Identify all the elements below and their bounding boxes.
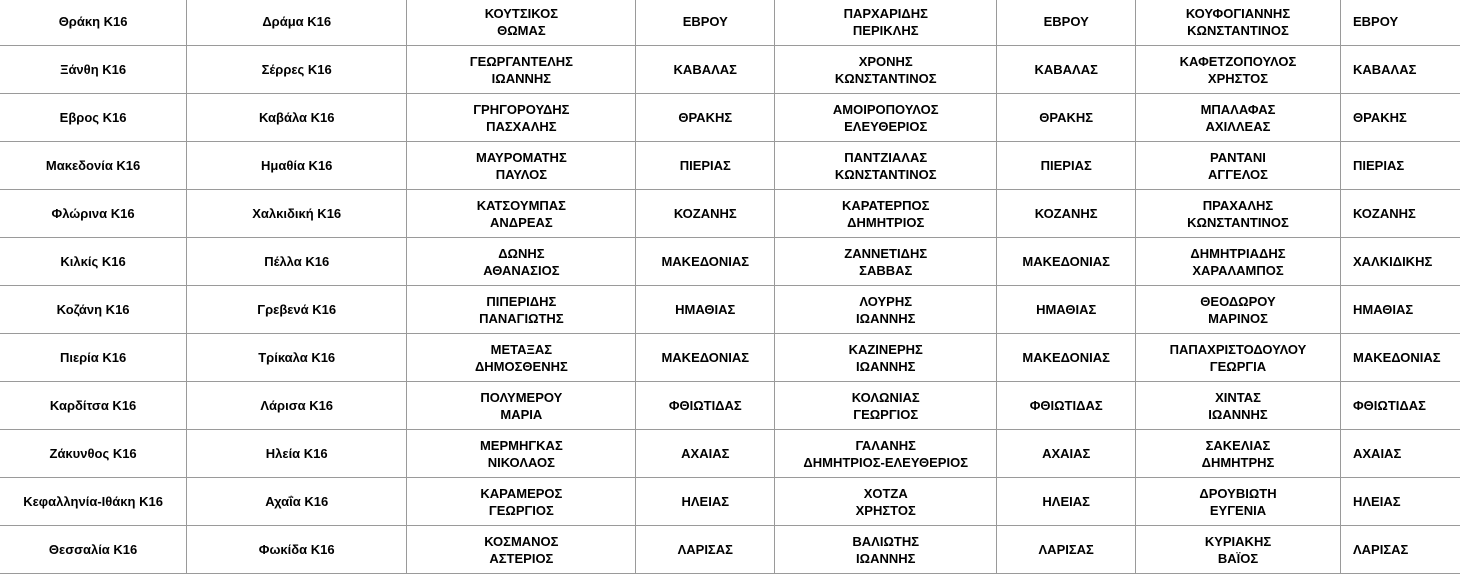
surname: ΚΟΥΦΟΓΙΑΝΝΗΣ [1138,5,1338,22]
assistant1-union-cell: ΗΜΑΘΙΑΣ [997,286,1136,334]
referee-name-cell [407,190,636,238]
home-team-cell: Θράκη K16 [0,0,187,46]
assistant1-union-cell: ΚΑΒΑΛΑΣ [997,46,1136,94]
away-team-cell: Χαλκιδική K16 [187,190,407,238]
first-name: ΘΩΜΑΣ [409,22,633,39]
referee-union-cell: ΛΑΡΙΣΑΣ [636,526,775,574]
home-team-cell: Θεσσαλία K16 [0,526,187,574]
referee-name-cell [407,430,636,478]
assistant2-union-cell: ΗΜΑΘΙΑΣ [1341,286,1460,334]
assistant1-name-cell [775,94,997,142]
assistant1-name-cell [775,430,997,478]
assistant1-union-cell: ΗΛΕΙΑΣ [997,478,1136,526]
surname: ΘΕΟΔΩΡΟΥ [1138,293,1338,310]
assistant1-union-cell: ΦΘΙΩΤΙΔΑΣ [997,382,1136,430]
away-team-cell: Λάρισα K16 [187,382,407,430]
away-team-cell: Πέλλα K16 [187,238,407,286]
assistant2-union-cell: ΑΧΑΙΑΣ [1341,430,1460,478]
assistant2-name-cell [1135,334,1340,382]
surname: ΛΟΥΡΗΣ [777,293,994,310]
assistant2-name-cell [1135,94,1340,142]
surname: ΚΟΥΤΣΙΚΟΣ [409,5,633,22]
table-row [0,334,1460,382]
home-team-cell: Φλώρινα K16 [0,190,187,238]
surname: ΓΡΗΓΟΡΟΥΔΗΣ [409,101,633,118]
referee-name-cell [407,286,636,334]
table-row [0,190,1460,238]
first-name: ΠΑΣΧΑΛΗΣ [409,118,633,135]
referee-union-cell: ΗΛΕΙΑΣ [636,478,775,526]
assistant2-name-cell [1135,0,1340,46]
surname: ΑΜΟΙΡΟΠΟΥΛΟΣ [777,101,994,118]
assistant2-name-cell [1135,430,1340,478]
referee-name-cell [407,334,636,382]
assistant1-name-cell [775,46,997,94]
surname: ΠΡΑΧΑΛΗΣ [1138,197,1338,214]
first-name: ΔΗΜΟΣΘΕΝΗΣ [409,358,633,375]
referee-union-cell: ΘΡΑΚΗΣ [636,94,775,142]
referee-union-cell: ΑΧΑΙΑΣ [636,430,775,478]
assistant2-union-cell: ΚΑΒΑΛΑΣ [1341,46,1460,94]
assistant1-name-cell [775,286,997,334]
home-team-cell: Πιερία K16 [0,334,187,382]
first-name: ΕΥΓΕΝΙΑ [1138,502,1338,519]
surname: ΠΑΡΧΑΡΙΔΗΣ [777,5,994,22]
first-name: ΓΕΩΡΓΙΟΣ [409,502,633,519]
first-name: ΙΩΑΝΝΗΣ [409,70,633,87]
first-name: ΒΑΪΟΣ [1138,550,1338,567]
referee-union-cell: ΗΜΑΘΙΑΣ [636,286,775,334]
surname: ΚΑΦΕΤΖΟΠΟΥΛΟΣ [1138,53,1338,70]
assistant2-name-cell [1135,382,1340,430]
assistant1-union-cell: ΛΑΡΙΣΑΣ [997,526,1136,574]
surname: ΚΑΤΣΟΥΜΠΑΣ [409,197,633,214]
surname: ΚΟΣΜΑΝΟΣ [409,533,633,550]
assistant1-name-cell [775,238,997,286]
referee-name-cell [407,0,636,46]
first-name: ΚΩΝΣΤΑΝΤΙΝΟΣ [1138,214,1338,231]
referee-name-cell [407,94,636,142]
first-name: ΝΙΚΟΛΑΟΣ [409,454,633,471]
home-team-cell: Ξάνθη K16 [0,46,187,94]
surname: ΧΡΟΝΗΣ [777,53,994,70]
assistant1-name-cell [775,478,997,526]
away-team-cell: Φωκίδα K16 [187,526,407,574]
first-name: ΑΝΔΡΕΑΣ [409,214,633,231]
first-name: ΠΕΡΙΚΛΗΣ [777,22,994,39]
first-name: ΚΩΝΣΤΑΝΤΙΝΟΣ [777,166,994,183]
table-row [0,142,1460,190]
assistant1-union-cell: ΜΑΚΕΔΟΝΙΑΣ [997,238,1136,286]
referee-union-cell: ΚΟΖΑΝΗΣ [636,190,775,238]
assistant1-union-cell: ΚΟΖΑΝΗΣ [997,190,1136,238]
assistant1-name-cell [775,382,997,430]
surname: ΔΡΟΥΒΙΩΤΗ [1138,485,1338,502]
surname: ΠΟΛΥΜΕΡΟΥ [409,389,633,406]
surname: ΔΗΜΗΤΡΙΑΔΗΣ [1138,245,1338,262]
referee-union-cell: ΜΑΚΕΔΟΝΙΑΣ [636,238,775,286]
assistant1-union-cell: ΠΙΕΡΙΑΣ [997,142,1136,190]
surname: ΧΟΤΖΑ [777,485,994,502]
surname: ΚΑΡΑΜΕΡΟΣ [409,485,633,502]
home-team-cell: Κεφαλληνία-Ιθάκη K16 [0,478,187,526]
surname: ΡΑΝΤΑΝΙ [1138,149,1338,166]
assistant1-union-cell: ΜΑΚΕΔΟΝΙΑΣ [997,334,1136,382]
referee-union-cell: ΜΑΚΕΔΟΝΙΑΣ [636,334,775,382]
surname: ΜΕΤΑΞΑΣ [409,341,633,358]
surname: ΧΙΝΤΑΣ [1138,389,1338,406]
surname: ΚΥΡΙΑΚΗΣ [1138,533,1338,550]
table-row [0,0,1460,46]
first-name: ΚΩΝΣΤΑΝΤΙΝΟΣ [777,70,994,87]
first-name: ΙΩΑΝΝΗΣ [777,550,994,567]
assistant2-union-cell: ΘΡΑΚΗΣ [1341,94,1460,142]
first-name: ΣΑΒΒΑΣ [777,262,994,279]
assistant1-union-cell: ΑΧΑΙΑΣ [997,430,1136,478]
surname: ΠΑΝΤΖΙΑΛΑΣ [777,149,994,166]
first-name: ΧΑΡΑΛΑΜΠΟΣ [1138,262,1338,279]
referee-union-cell: ΦΘΙΩΤΙΔΑΣ [636,382,775,430]
first-name: ΔΗΜΗΤΡΙΟΣ [777,214,994,231]
table-row [0,238,1460,286]
away-team-cell: Γρεβενά K16 [187,286,407,334]
table-row [0,526,1460,574]
first-name: ΠΑΝΑΓΙΩΤΗΣ [409,310,633,327]
home-team-cell: Μακεδονία K16 [0,142,187,190]
first-name: ΔΗΜΗΤΡΗΣ [1138,454,1338,471]
surname: ΜΑΥΡΟΜΑΤΗΣ [409,149,633,166]
table-row [0,430,1460,478]
assistant1-union-cell: ΘΡΑΚΗΣ [997,94,1136,142]
first-name: ΜΑΡΙΝΟΣ [1138,310,1338,327]
referee-union-cell: ΠΙΕΡΙΑΣ [636,142,775,190]
assistant2-name-cell [1135,238,1340,286]
surname: ΔΩΝΗΣ [409,245,633,262]
first-name: ΑΧΙΛΛΕΑΣ [1138,118,1338,135]
surname: ΓΕΩΡΓΑΝΤΕΛΗΣ [409,53,633,70]
surname: ΓΑΛΑΝΗΣ [777,437,994,454]
surname: ΜΠΑΛΑΦΑΣ [1138,101,1338,118]
surname: ΠΙΠΕΡΙΔΗΣ [409,293,633,310]
first-name: ΧΡΗΣΤΟΣ [777,502,994,519]
first-name: ΓΕΩΡΓΙΟΣ [777,406,994,423]
referee-name-cell [407,46,636,94]
referee-name-cell [407,142,636,190]
away-team-cell: Αχαΐα K16 [187,478,407,526]
first-name: ΧΡΗΣΤΟΣ [1138,70,1338,87]
surname: ΚΟΛΩΝΙΑΣ [777,389,994,406]
assistant1-name-cell [775,190,997,238]
surname: ΜΕΡΜΗΓΚΑΣ [409,437,633,454]
referee-name-cell [407,526,636,574]
referee-name-cell [407,478,636,526]
assistant1-union-cell: ΕΒΡΟΥ [997,0,1136,46]
away-team-cell: Ημαθία K16 [187,142,407,190]
referee-union-cell: ΕΒΡΟΥ [636,0,775,46]
first-name: ΙΩΑΝΝΗΣ [777,358,994,375]
assistant2-union-cell: ΜΑΚΕΔΟΝΙΑΣ [1341,334,1460,382]
home-team-cell: Ζάκυνθος K16 [0,430,187,478]
home-team-cell: Κοζάνη K16 [0,286,187,334]
first-name: ΔΗΜΗΤΡΙΟΣ-ΕΛΕΥΘΕΡΙΟΣ [777,454,994,471]
assistant2-union-cell: ΧΑΛΚΙΔΙΚΗΣ [1341,238,1460,286]
first-name: ΚΩΝΣΤΑΝΤΙΝΟΣ [1138,22,1338,39]
away-team-cell: Ηλεία K16 [187,430,407,478]
assistant1-name-cell [775,334,997,382]
away-team-cell: Δράμα K16 [187,0,407,46]
referee-name-cell [407,382,636,430]
surname: ΠΑΠΑΧΡΙΣΤΟΔΟΥΛΟΥ [1138,341,1338,358]
first-name: ΕΛΕΥΘΕΡΙΟΣ [777,118,994,135]
first-name: ΙΩΑΝΝΗΣ [1138,406,1338,423]
away-team-cell: Σέρρες K16 [187,46,407,94]
away-team-cell: Τρίκαλα K16 [187,334,407,382]
first-name: ΑΘΑΝΑΣΙΟΣ [409,262,633,279]
assistant2-name-cell [1135,190,1340,238]
home-team-cell: Κιλκίς K16 [0,238,187,286]
table-row [0,286,1460,334]
assistant1-name-cell [775,142,997,190]
assistant1-name-cell [775,526,997,574]
surname: ΚΑΡΑΤΕΡΠΟΣ [777,197,994,214]
home-team-cell: Καρδίτσα K16 [0,382,187,430]
assistant2-name-cell [1135,46,1340,94]
assistant2-name-cell [1135,142,1340,190]
assistant2-union-cell: ΠΙΕΡΙΑΣ [1341,142,1460,190]
surname: ΣΑΚΕΛΙΑΣ [1138,437,1338,454]
assistant2-union-cell: ΦΘΙΩΤΙΔΑΣ [1341,382,1460,430]
away-team-cell: Καβάλα K16 [187,94,407,142]
assistant2-union-cell: ΚΟΖΑΝΗΣ [1341,190,1460,238]
assistant2-union-cell: ΛΑΡΙΣΑΣ [1341,526,1460,574]
assistant2-union-cell: ΗΛΕΙΑΣ [1341,478,1460,526]
assistant2-union-cell: ΕΒΡΟΥ [1341,0,1460,46]
assistant2-name-cell [1135,286,1340,334]
first-name: ΙΩΑΝΝΗΣ [777,310,994,327]
surname: ΖΑΝΝΕΤΙΔΗΣ [777,245,994,262]
surname: ΚΑΖΙΝΕΡΗΣ [777,341,994,358]
first-name: ΑΓΓΕΛΟΣ [1138,166,1338,183]
table-row [0,46,1460,94]
table-row [0,94,1460,142]
home-team-cell: Εβρος K16 [0,94,187,142]
first-name: ΠΑΥΛΟΣ [409,166,633,183]
referee-union-cell: ΚΑΒΑΛΑΣ [636,46,775,94]
referee-name-cell [407,238,636,286]
assistant2-name-cell [1135,478,1340,526]
surname: ΒΑΛΙΩΤΗΣ [777,533,994,550]
table-row [0,478,1460,526]
assistant1-name-cell [775,0,997,46]
first-name: ΓΕΩΡΓΙΑ [1138,358,1338,375]
table-row [0,382,1460,430]
assistant2-name-cell [1135,526,1340,574]
first-name: ΑΣΤΕΡΙΟΣ [409,550,633,567]
first-name: ΜΑΡΙΑ [409,406,633,423]
